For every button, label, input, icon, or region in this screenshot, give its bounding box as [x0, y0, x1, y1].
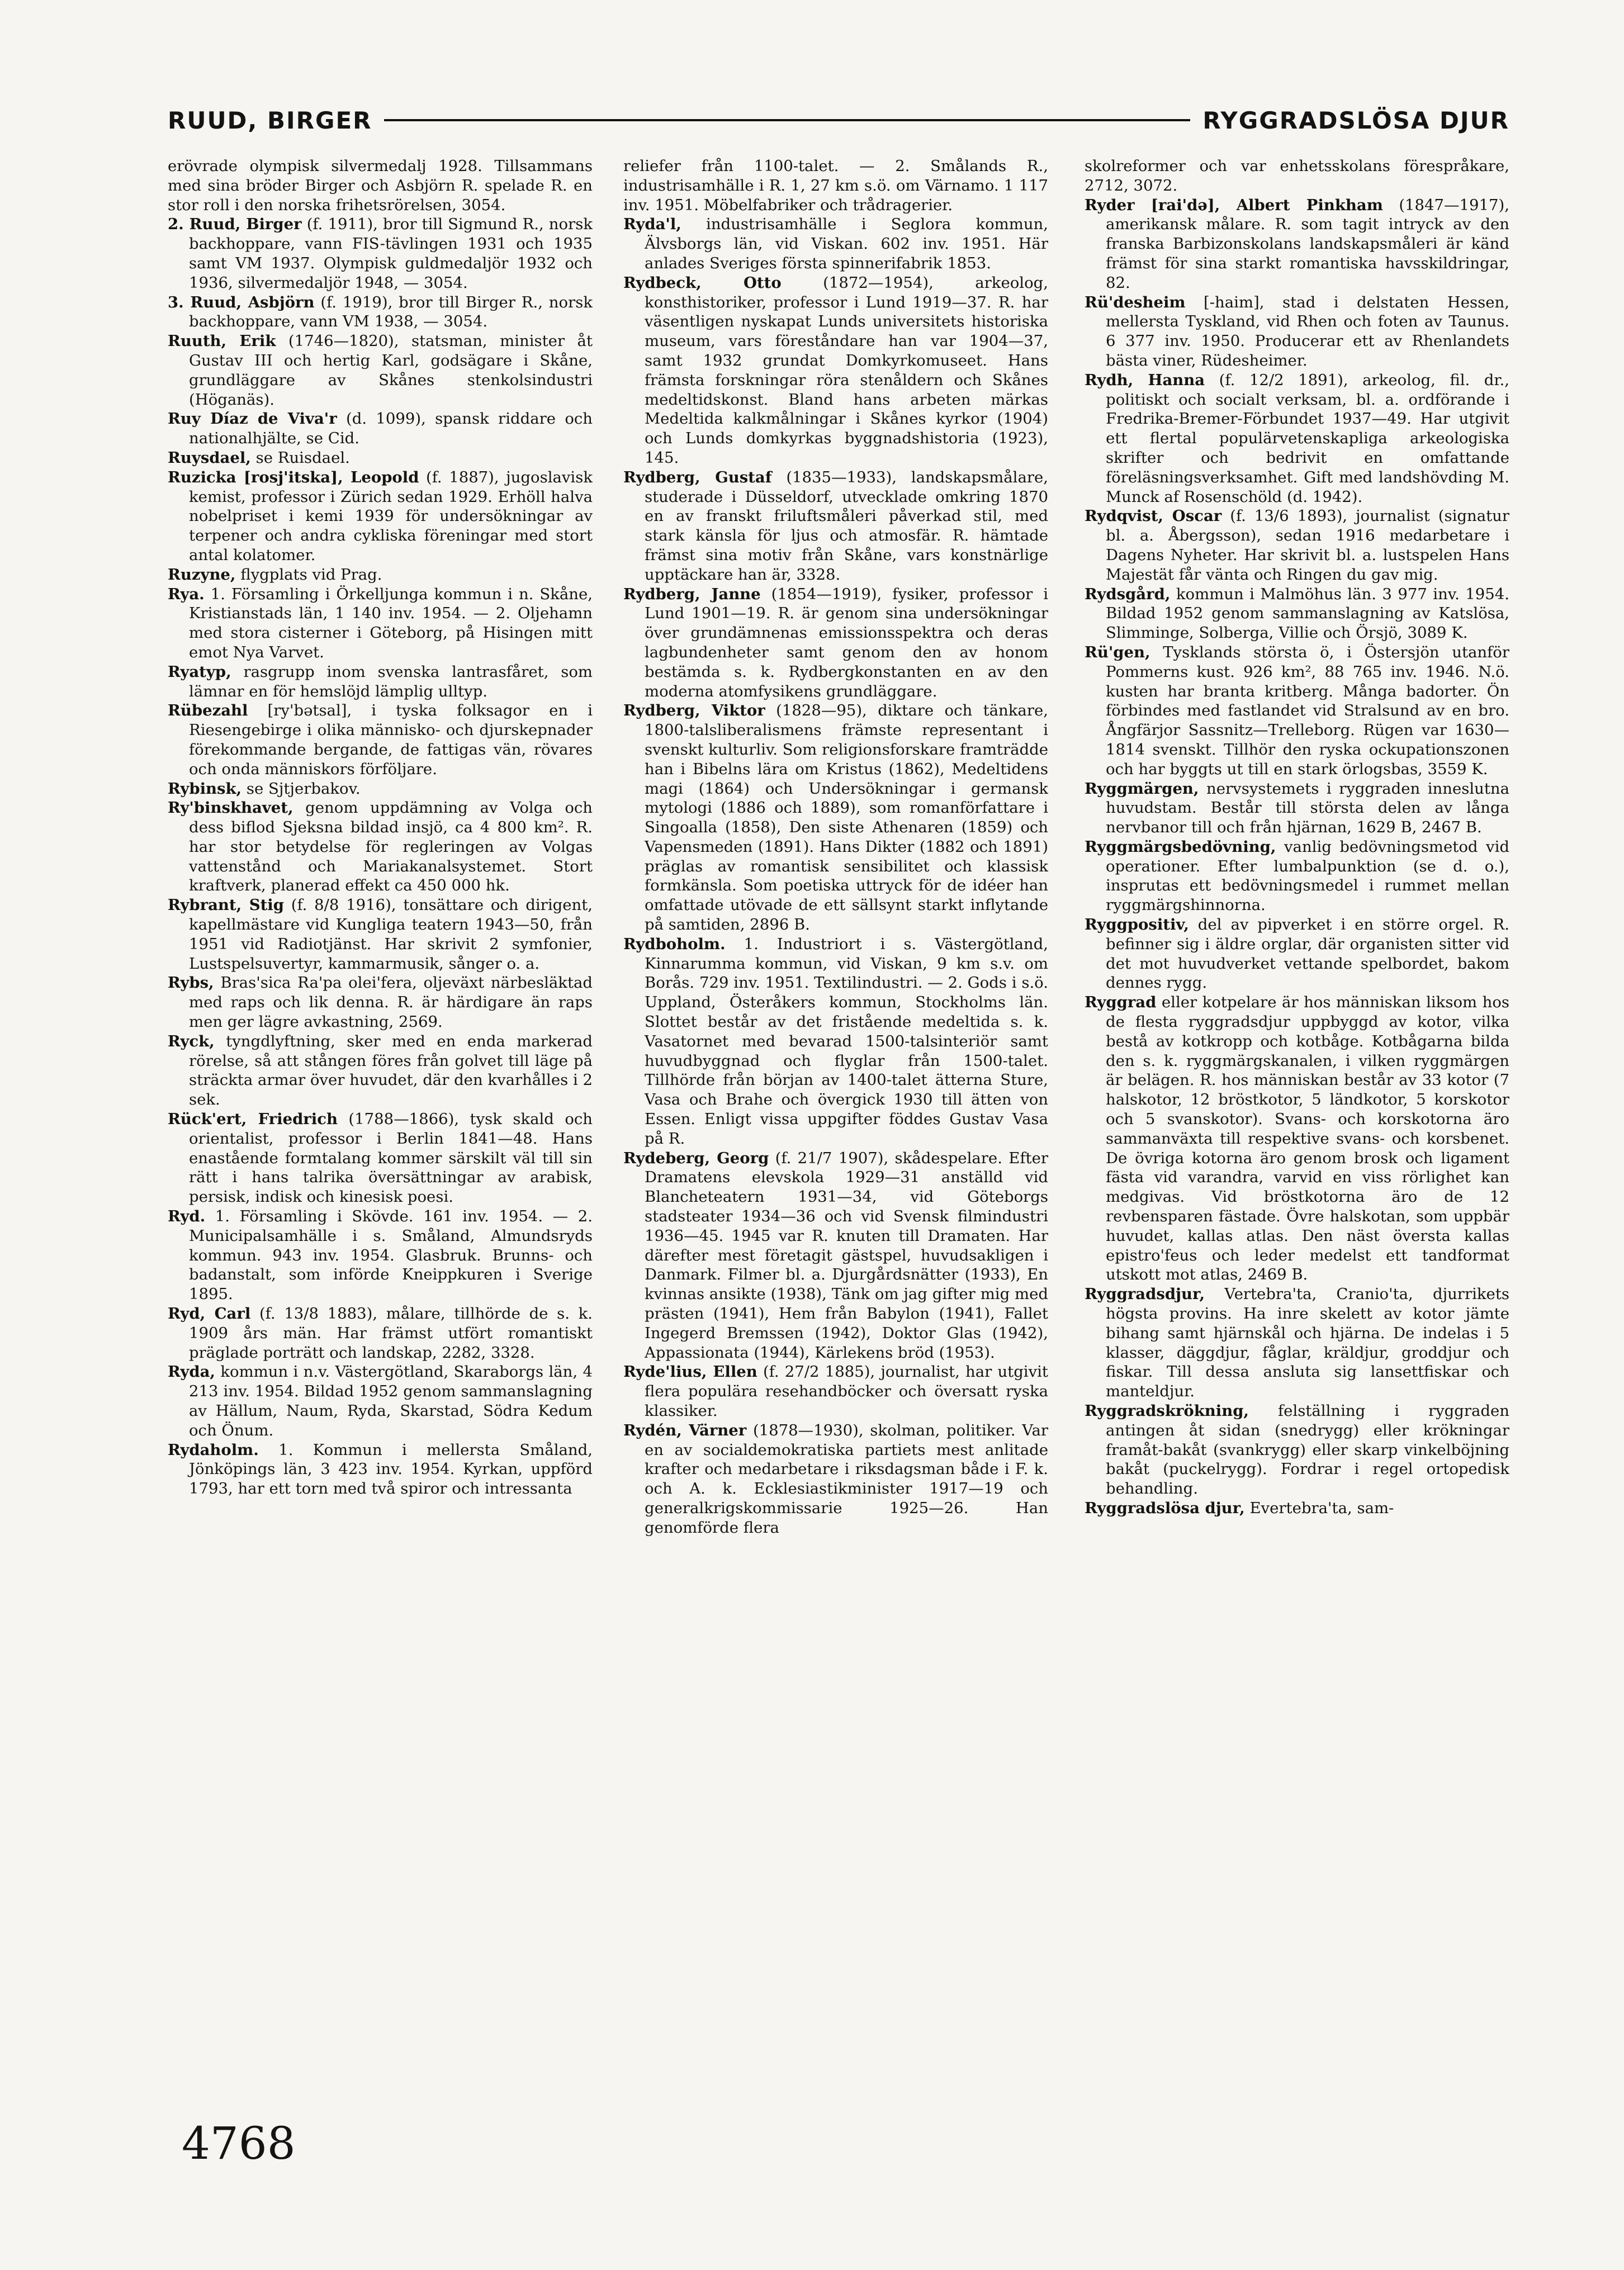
entry-text: eller kotpelare är hos människan liksom hos de flesta ryggradsdjur uppbyggd av kotor, vilka bestå av kotkropp och kotbåge. Kotbågarna bilda den s. k. ryggmärgskanalen, i vilken ryggmärgen är belägen. R. hos människan består av 33 kotor (7 halskotor, 12 bröstkotor, 5 ländkotor, 5 korskotor och 5 svanskotor). Svans- och korskotorna äro sammanväxta till respektive svans- och korsbenet. De övriga kotorna äro genom brosk och ligament fästa vid varandra, varvid en viss rörlighet kan medgivas. Vid bröstkotorna äro de 12 revbensparen fästade. Övre halskotan, som uppbär huvudet, kallas atlas. Den näst översta kallas epistro'feus och leder medelst ett tandformat utskott mot atlas, 2469 B.: [1106, 993, 1509, 1284]
dictionary-entry: [168, 293, 593, 332]
entry-text: (f. 12/2 1891), arkeolog, fil. dr., politiskt och socialt verksam, bl. a. ordförande i Fredrika-Bremer-Förbundet 1937—49. Har utgivit ett flertal populärvetenskapliga arkeologiska skrifter och bedrivit en omfattande föreläsningsverksamhet. Gift med landshövding M. Munck af Rosenschöld (d. 1942).: [1106, 371, 1509, 506]
entry-headword: Rü'gen,: [1085, 643, 1150, 661]
entry-text: (f. 1911), bror till Sigmund R., norsk backhoppare, vann FIS-tävlingen 1931 och 1935 samt VM 1937. Olympisk guldmedaljör 1932 och 1936, silvermedaljör 1948, — 3054.: [189, 215, 593, 292]
entry-headword: Ruzicka [rosj'itska], Leopold: [168, 468, 419, 486]
entry-headword: Rydén, Värner: [623, 1421, 747, 1439]
dictionary-entry: [623, 1362, 1048, 1420]
dictionary-entry: [1085, 993, 1509, 1285]
entry-text: 1. Församling i Skövde. 161 inv. 1954. — 2. Municipalsamhälle i s. Småland, Almundsryds kommun. 943 inv. 1954. Glasbruk. Brunns- och badanstalt, som införde Kneippkuren i Sverige 1895.: [189, 1207, 593, 1304]
entry-headword: Ryda'l,: [623, 215, 681, 234]
entry-headword: Rydberg, Viktor: [623, 702, 765, 720]
column-3: [1085, 157, 1509, 2130]
header-rule: [384, 119, 1190, 121]
dictionary-entry: [623, 273, 1048, 468]
dictionary-entry: [623, 1149, 1048, 1363]
dictionary-entry: [623, 701, 1048, 935]
dictionary-entry: [168, 1362, 593, 1440]
entry-text: se Ruisdael.: [255, 448, 350, 467]
dictionary-entry: [168, 701, 593, 779]
text-columns: [168, 157, 1509, 2130]
dictionary-entry: [168, 468, 593, 565]
entry-text: (f. 8/8 1916), tonsättare och dirigent, kapellmästare vid Kungliga teatern 1943—50, från 1951 vid Radiotjänst. Har skrivit 2 symfonier, Lustspelsuvertyr, kammarmusik, sånger o. a.: [189, 896, 593, 973]
entry-text: 1. Kommun i mellersta Småland, Jönköpings län, 3 423 inv. 1954. Kyrkan, uppförd 1793, har ett torn med två spiror och intressanta: [189, 1440, 593, 1498]
dictionary-entry: [168, 448, 593, 468]
dictionary-entry: [1085, 157, 1509, 196]
entry-text: tyngdlyftning, sker med en enda markerad rörelse, så att stången föres från golvet till läge på sträckta armar över huvudet, där den kvarhålles i 2 sek.: [189, 1032, 593, 1109]
entry-headword: Ryggrad: [1085, 993, 1157, 1012]
entry-text: kommun i Malmöhus län. 3 977 inv. 1954. Bildad 1952 genom sammanslagning av Katslösa, Slimminge, Solberga, Villie och Örsjö, 3089 K.: [1106, 585, 1509, 642]
entry-headword: Ryggradsdjur,: [1085, 1285, 1205, 1304]
entry-headword: Ryggradskrökning,: [1085, 1402, 1249, 1420]
entry-headword: Rydboholm.: [623, 935, 726, 953]
entry-headword: 2. Ruud, Birger: [168, 215, 302, 234]
running-head-right: RYGGRADSLÖSA DJUR: [1202, 106, 1509, 134]
dictionary-entry: [1085, 293, 1509, 371]
running-head: [168, 101, 1509, 140]
entry-text: (f. 21/7 1907), skådespelare. Efter Dramatens elevskola 1929—31 anställd vid Blancheteatern 1931—34, vid Göteborgs stadsteater 1934—36 och vid Svensk filmindustri 1936—45. 1945 var R. knuten till Dramaten. Har därefter mest företagit gästspel, huvudsakligen i Danmark. Filmer bl. a. Djurgårdsnätter (1933), En kvinnas ansikte (1938), Tänk om jag gifter mig med prästen (1941), Hem från Babylon (1941), Fallet Ingegerd Bremssen (1942), Doktor Glas (1942), Appassionata (1944), Kärlekens bröd (1953).: [645, 1149, 1048, 1362]
entry-text: flygplats vid Prag.: [240, 565, 382, 584]
column-2: [623, 157, 1048, 2130]
entry-headword: Ruysdael,: [168, 448, 251, 467]
entry-headword: 3. Ruud, Asbjörn: [168, 293, 315, 311]
dictionary-entry: [623, 935, 1048, 1149]
entry-text: se Sjtjerbakov.: [246, 779, 361, 798]
entry-headword: Rybrant, Stig: [168, 896, 284, 914]
dictionary-entry: [1085, 915, 1509, 993]
entry-text: Evertebra'ta, sam-: [1249, 1499, 1394, 1517]
entry-headword: Rydh, Hanna: [1085, 371, 1205, 389]
entry-text: (f. 1887), jugoslavisk kemist, professor i Zürich sedan 1929. Erhöll halva nobelpriset i kemi 1939 för undersökningar av terpener och andra cykliska föreningar med stort antal kolatomer.: [189, 468, 593, 564]
dictionary-entry: [1085, 837, 1509, 915]
dictionary-entry: [168, 409, 593, 448]
entry-text: rasgrupp inom svenska lantrasfåret, som lämnar en för hemslöjd lämplig ulltyp.: [189, 662, 593, 700]
entry-headword: Ryggpositiv,: [1085, 916, 1189, 934]
entry-text: genom uppdämning av Volga och dess biflod Sjeksna bildad insjö, ca 4 800 km². R. har stor betydelse för regleringen av Volgas vattenstånd och Mariakanalsystemet. Stort kraftverk, planerad effekt ca 450 000 hk.: [189, 799, 593, 895]
entry-text: Vertebra'ta, Cranio'ta, djurrikets högsta provins. Ha inre skelett av kotor jämte bihang samt hjärnskål och hjärna. De indelas i 5 klasser, däggdjur, fåglar, kräldjur, groddjur och fiskar. Till dessa ansluta sig lansettfiskar och manteldjur.: [1106, 1285, 1509, 1401]
entry-text: (1854—1919), fysiker, professor i Lund 1901—19. R. är genom sina undersökningar över grundämnenas emissionsspektra och deras lagbundenheter samt genom den av honom bestämda s. k. Rydbergkonstanten en av den moderna atomfysikens grundläggare.: [645, 585, 1048, 700]
dictionary-entry: [1085, 506, 1509, 584]
entry-text: 1. Industriort i s. Västergötland, Kinnarumma kommun, vid Viskan, 9 km s.v. om Borås. 729 inv. 1951. Textilindustri. — 2. Gods i s.ö. Uppland, Österåkers kommun, Stockholms län. Slottet består av det fristående medeltida s. k. Vasatornet med bevarad 1500-talsinteriör samt huvudbyggnad och flyglar från 1500-talet. Tillhörde från början av 1400-talet ätterna Sture, Vasa och Brahe och övergick 1930 till ätten von Essen. Enligt vissa uppgifter föddes Gustav Vasa på R.: [645, 935, 1048, 1148]
entry-text: Tysklands största ö, i Östersjön utanför Pommerns kust. 926 km², 88 765 inv. 1946. N.ö. kusten har branta kritberg. Många badorter. Ön förbindes med fastlandet vid Stralsund av en bro. Ångfärjor Sassnitz—Trelleborg. Rügen var 1630—1814 svenskt. Tillhör den ryska ockupationszonen och har byggts ut till en stark örlogsbas, 3559 K.: [1106, 643, 1509, 778]
entry-headword: Ruy Díaz de Viva'r: [168, 410, 337, 428]
dictionary-entry: [1085, 585, 1509, 643]
dictionary-entry: [1085, 1285, 1509, 1401]
page-number: 4768: [182, 2117, 296, 2169]
dictionary-entry: [1085, 196, 1509, 293]
dictionary-entry: [1085, 1499, 1509, 1518]
entry-text: [ry'bətsal], i tyska folksagor en i Riesengebirge i olika människo- och djurskepnader förekommande bergande, de fattigas vän, rövares och onda människors förföljare.: [189, 702, 593, 778]
entry-text: (1835—1933), landskapsmålare, studerade i Düsseldorf, utvecklade omkring 1870 en av franskt friluftsmåleri påverkad stil, med stark känsla för ljus och atmosfär. R. hämtade främst sina motiv från Skåne, vars konstnärlige upptäckare han är, 3328.: [645, 468, 1048, 584]
entry-headword: Ryda,: [168, 1363, 215, 1381]
dictionary-entry: [168, 1110, 593, 1207]
entry-headword: Ryd, Carl: [168, 1305, 251, 1323]
entry-headword: Rydberg, Janne: [623, 585, 761, 603]
dictionary-entry: [168, 662, 593, 702]
dictionary-entry: [168, 331, 593, 409]
entry-headword: Rü'desheim: [1085, 293, 1186, 311]
dictionary-entry: [168, 157, 593, 215]
entry-text: vanlig bedövningsmetod vid operationer. Efter lumbalpunktion (se d. o.), insprutas ett bedövningsmedel i rummet mellan ryggmärgshinnorna.: [1106, 837, 1509, 914]
entry-text: (f. 13/8 1883), målare, tillhörde de s. k. 1909 års män. Har främst utfört romantiskt präglade porträtt och landskap, 2282, 3328.: [189, 1305, 593, 1362]
entry-text: erövrade olympisk silvermedalj 1928. Tillsammans med sina bröder Birger och Asbjörn R. spelade R. en stor roll i den norska frihetsrörelsen, 3054.: [168, 157, 593, 214]
entry-headword: Rydsgård,: [1085, 585, 1171, 603]
entry-headword: Ryde'lius, Ellen: [623, 1363, 757, 1381]
dictionary-entry: [1085, 643, 1509, 779]
entry-headword: Rybs,: [168, 974, 214, 992]
entry-text: (1746—1820), statsman, minister åt Gustav III och hertig Karl, godsägare i Skåne, grundläggare av Skånes stenkolsindustri (Höganäs).: [189, 332, 593, 409]
entry-headword: Ryck,: [168, 1032, 215, 1050]
dictionary-entry: [168, 895, 593, 973]
dictionary-entry: [623, 157, 1048, 215]
dictionary-entry: [168, 565, 593, 585]
running-head-left: RUUD, BIRGER: [168, 106, 372, 134]
dictionary-entry: [168, 215, 593, 292]
entry-text: reliefer från 1100-talet. — 2. Smålands R., industrisamhälle i R. 1, 27 km s.ö. om Värnamo. 1 117 inv. 1951. Möbelfabriker och trådragerier.: [623, 157, 1048, 214]
entry-headword: Ruuth, Erik: [168, 332, 276, 350]
dictionary-entry: [168, 798, 593, 895]
entry-headword: Ryggmärgsbedövning,: [1085, 837, 1276, 856]
dictionary-entry: [1085, 779, 1509, 837]
entry-text: skolreformer och var enhetsskolans förespråkare, 2712, 3072.: [1085, 157, 1509, 195]
entry-headword: Rydaholm.: [168, 1440, 259, 1459]
entry-text: (1878—1930), skolman, politiker. Var en av socialdemokratiska partiets mest anlitade krafter och medarbetare i riksdagsman både i F. k. och A. k. Ecklesiastikminister 1917—19 och generalkrigskommissarie 1925—26. Han genomförde flera: [645, 1421, 1048, 1537]
entry-text: industrisamhälle i Seglora kommun, Älvsborgs län, vid Viskan. 602 inv. 1951. Här anlades Sveriges första spinnerifabrik 1853.: [645, 215, 1048, 272]
dictionary-entry: [168, 1207, 593, 1304]
entry-headword: Rybinsk,: [168, 779, 242, 798]
dictionary-entry: [623, 1421, 1048, 1538]
entry-headword: Ry'binskhavet,: [168, 799, 293, 817]
entry-text: (1872—1954), arkeolog, konsthistoriker, professor i Lund 1919—37. R. har väsentligen nyskapat Lunds universitets historiska museum, vars föreståndare han var 1904—37, samt 1932 grundat Domkyrkomuseet. Hans främsta forskningar röra stenåldern och Skånes medeltidskonst. Bland hans arbeten märkas Medeltida kalkmålningar i Skånes kyrkor (1904) och Lunds domkyrkas byggnadshistoria (1923), 145.: [645, 273, 1048, 467]
entry-text: Bras'sica Ra'pa olei'fera, oljeväxt närbesläktad med raps och lik denna. R. är härdigare än raps men ger lägre avkastning, 2569.: [189, 974, 593, 1031]
entry-text: 1. Församling i Örkelljunga kommun i n. Skåne, Kristianstads län, 1 140 inv. 1954. — 2. Oljehamn med stora cisterner i Göteborg, på Hisingen mitt emot Nya Varvet.: [189, 585, 593, 661]
entry-headword: Ryd.: [168, 1207, 206, 1226]
dictionary-entry: [1085, 1401, 1509, 1499]
dictionary-entry: [168, 1440, 593, 1499]
entry-headword: Rydeberg, Georg: [623, 1149, 769, 1167]
entry-text: kommun i n.v. Västergötland, Skaraborgs län, 4 213 inv. 1954. Bildad 1952 genom sammanslagning av Hällum, Naum, Ryda, Skarstad, Södra Kedum och Önum.: [189, 1363, 593, 1439]
entry-text: (f. 13/6 1893), journalist (signatur bl. a. Åbergsson), sedan 1916 medarbetare i Dagens Nyheter. Har skrivit bl. a. lustspelen Hans Majestät får vänta och Ringen du gav mig.: [1106, 507, 1509, 584]
entry-headword: Ryggmärgen,: [1085, 779, 1199, 798]
entry-headword: Rya.: [168, 585, 205, 603]
entry-headword: Rück'ert, Friedrich: [168, 1110, 338, 1129]
dictionary-entry: [168, 1032, 593, 1110]
entry-headword: Ryggradslösa djur,: [1085, 1499, 1245, 1517]
entry-headword: Rydberg, Gustaf: [623, 468, 772, 486]
dictionary-entry: [623, 215, 1048, 273]
entry-text: felställning i ryggraden antingen åt sidan (snedrygg) eller krökningar framåt-bakåt (svankrygg) eller skarp vinkelböjning bakåt (puckelrygg). Fordrar i regel ortopedisk behandling.: [1106, 1402, 1509, 1498]
dictionary-entry: [168, 779, 593, 799]
entry-headword: Rübezahl: [168, 702, 248, 720]
entry-text: (1788—1866), tysk skald och orientalist, professor i Berlin 1841—48. Hans enastående formtalang kommer särskilt väl till sin rätt i hans talrika översättningar av arabisk, persisk, indisk och kinesisk poesi.: [189, 1110, 593, 1206]
entry-text: (1847—1917), amerikansk målare. R. som tagit intryck av den franska Barbizonskolans landskapsmåleri är känd främst för sina starkt romantiska havsskildringar, 82.: [1106, 196, 1509, 292]
entry-text: (d. 1099), spansk riddare och nationalhjälte, se Cid.: [189, 410, 593, 448]
entry-headword: Rydbeck, Otto: [623, 273, 782, 292]
dictionary-entry: [168, 585, 593, 662]
entry-text: (f. 1919), bror till Birger R., norsk backhoppare, vann VM 1938, — 3054.: [189, 293, 593, 331]
entry-text: (f. 27/2 1885), journalist, har utgivit flera populära resehandböcker och översatt ryska klassiker.: [645, 1363, 1048, 1420]
entry-text: (1828—95), diktare och tänkare, 1800-talsliberalismens främste representant i svenskt kulturliv. Som religionsforskare framträdde han i Bibelns lära om Kristus (1862), Medeltidens magi (1864) och Undersökningar i germansk mytologi (1886 och 1889), som romanförfattare i Singoalla (1858), Den siste Athenaren (1859) och Vapensmeden (1891). Hans Dikter (1882 och 1891) präglas av romantisk sensibilitet och klassisk formkänsla. Som poetiska uttryck för de idéer han omfattade utövade de ett sällsynt starkt inflytande på samtiden, 2896 B.: [645, 702, 1048, 934]
dictionary-entry: [168, 973, 593, 1031]
dictionary-entry: [168, 1304, 593, 1362]
entry-text: del av pipverket i en större orgel. R. befinner sig i äldre orglar, där organisten sitter vid det mot huvudverket vettande spelbordet, bakom dennes rygg.: [1106, 916, 1509, 992]
entry-text: [-haim], stad i delstaten Hessen, mellersta Tyskland, vid Rhen och foten av Taunus. 6 377 inv. 1950. Producerar ett av Rhenlandets bästa viner, Rüdesheimer.: [1106, 293, 1509, 369]
entry-headword: Ryatyp,: [168, 662, 231, 681]
entry-headword: Rydqvist, Oscar: [1085, 507, 1222, 525]
entry-headword: Ryder [rai'də], Albert Pinkham: [1085, 196, 1383, 214]
dictionary-entry: [623, 585, 1048, 702]
column-1: [168, 157, 593, 2130]
dictionary-entry: [1085, 371, 1509, 507]
entry-text: nervsystemets i ryggraden inneslutna huvudstam. Består till största delen av långa nervbanor till och från hjärnan, 1629 B, 2467 B.: [1106, 779, 1509, 837]
entry-headword: Ruzyne,: [168, 565, 236, 584]
dictionary-entry: [623, 468, 1048, 585]
